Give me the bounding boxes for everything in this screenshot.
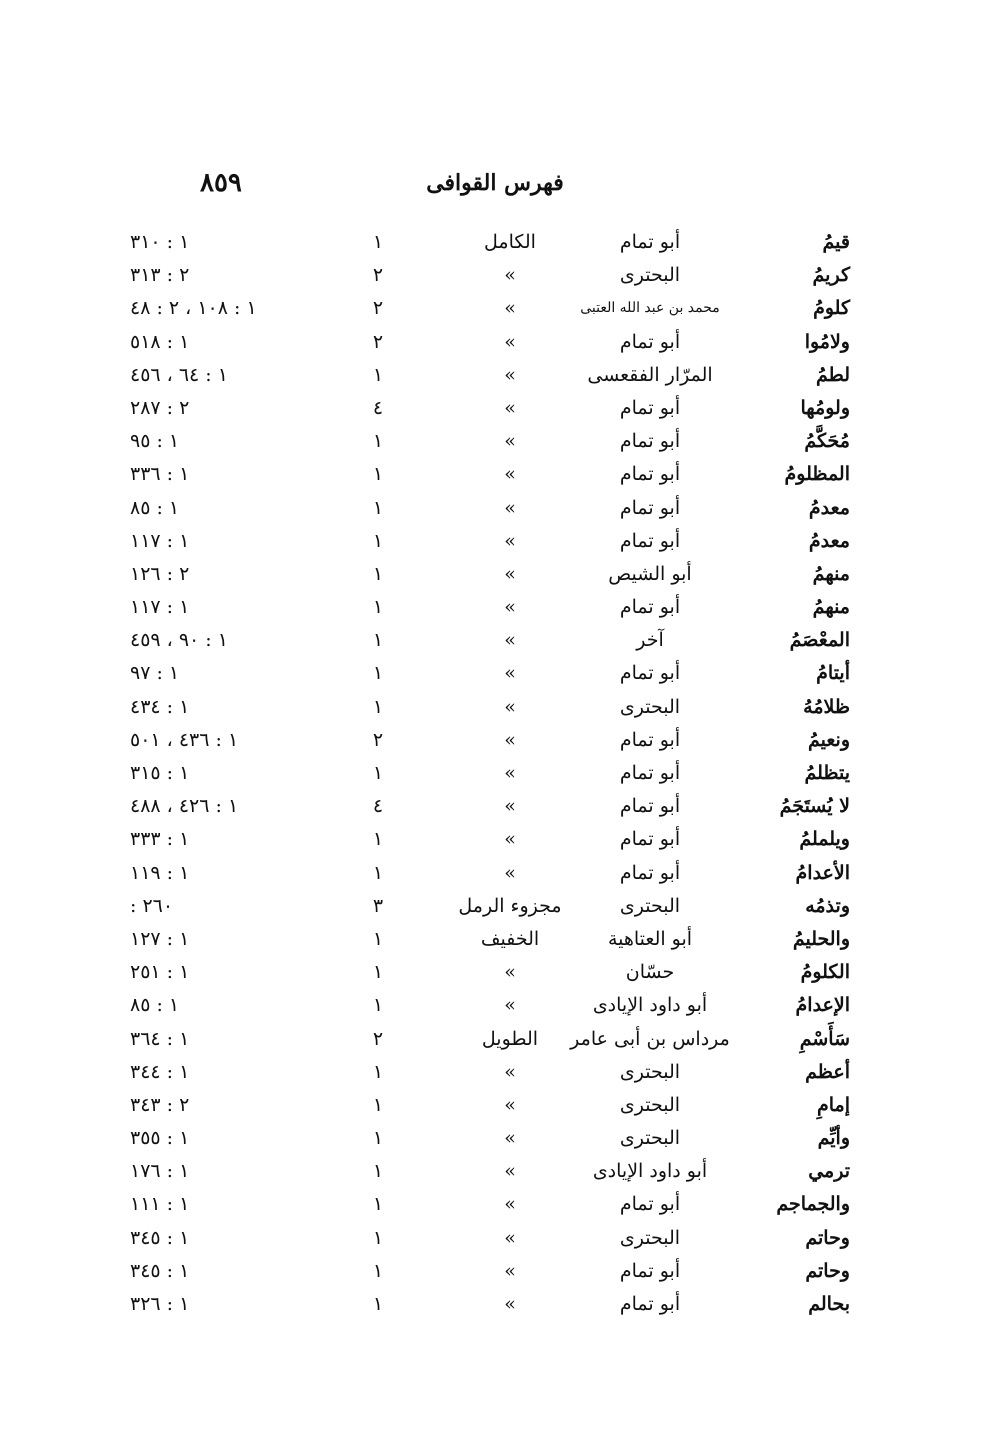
meter-cell: » bbox=[504, 1127, 516, 1150]
poet-cell: المرّار الفقعسى bbox=[587, 363, 713, 386]
table-row bbox=[0, 1255, 1005, 1288]
reference-cell: ١ : ١١٧ bbox=[130, 596, 190, 619]
verse-count-cell: ١ bbox=[372, 828, 384, 851]
reference-cell: : ٢٦٠ bbox=[130, 894, 174, 917]
reference-cell: ١ : ٣٢٦ bbox=[130, 1293, 190, 1315]
poet-cell: أبو تمام bbox=[619, 662, 681, 685]
verse-count-cell: ١ bbox=[372, 529, 384, 552]
poet-cell: محمد بن عبد الله العتبى bbox=[580, 300, 720, 317]
table-row bbox=[0, 691, 1005, 724]
verse-count-cell: ١ bbox=[372, 1226, 384, 1249]
table-row bbox=[0, 492, 1005, 525]
poet-cell: أبو تمام bbox=[619, 728, 681, 751]
verse-count-cell: ١ bbox=[372, 231, 384, 253]
poet-cell: أبو تمام bbox=[619, 828, 681, 851]
table-row bbox=[0, 790, 1005, 823]
table-row bbox=[0, 425, 1005, 458]
rhyme-cell: لا يُستَجَمُ bbox=[779, 795, 850, 818]
poet-cell: أبو تمام bbox=[619, 1293, 681, 1315]
poet-cell: أبو تمام bbox=[619, 496, 681, 519]
table-row bbox=[0, 326, 1005, 359]
poet-cell: البحترى bbox=[619, 894, 681, 917]
poet-cell: مرداس بن أبى عامر bbox=[570, 1027, 730, 1050]
rhyme-cell: الأعدامُ bbox=[795, 861, 850, 884]
rhyme-cell: والجماجم bbox=[776, 1193, 850, 1216]
table-row bbox=[0, 1288, 1005, 1321]
poet-cell: البحترى bbox=[619, 695, 681, 718]
rhyme-cell: أعظم bbox=[805, 1060, 850, 1083]
rhyme-cell: الإعدامُ bbox=[795, 994, 850, 1017]
reference-cell: ١ : ٣٤٤ bbox=[130, 1060, 190, 1083]
rhyme-cell: ولامُوا bbox=[804, 330, 850, 353]
verse-count-cell: ٣ bbox=[372, 894, 384, 917]
meter-cell: » bbox=[504, 1259, 516, 1282]
table-row bbox=[0, 1023, 1005, 1056]
rhyme-cell: المعْصَمُ bbox=[789, 629, 850, 652]
verse-count-cell: ١ bbox=[372, 562, 384, 585]
verse-count-cell: ١ bbox=[372, 1127, 384, 1150]
poet-cell: حسّان bbox=[625, 961, 675, 984]
meter-cell: » bbox=[504, 828, 516, 851]
verse-count-cell: ١ bbox=[372, 1259, 384, 1282]
rhyme-cell: يتظلمُ bbox=[804, 762, 850, 784]
table-row bbox=[0, 757, 1005, 790]
rhyme-cell: ونعيمُ bbox=[807, 728, 850, 751]
verse-count-cell: ٢ bbox=[372, 264, 384, 287]
rhyme-cell: قيمُ bbox=[822, 231, 850, 253]
reference-cell: ١ : ١١٧ bbox=[130, 529, 190, 552]
table-row bbox=[0, 857, 1005, 890]
table-row bbox=[0, 1188, 1005, 1221]
meter-cell: » bbox=[504, 430, 516, 453]
verse-count-cell: ١ bbox=[372, 695, 384, 718]
meter-cell: » bbox=[504, 529, 516, 552]
verse-count-cell: ٢ bbox=[372, 1027, 384, 1050]
meter-cell: » bbox=[504, 861, 516, 884]
reference-cell: ١ : ٣٣٣ bbox=[130, 828, 190, 851]
rhyme-cell: إمامِ bbox=[816, 1093, 850, 1116]
poet-cell: أبو تمام bbox=[619, 529, 681, 552]
reference-cell: ١ : ٤٣٦ ، ٥٠١ bbox=[130, 728, 239, 751]
rhyme-cell: سَأَسْمِ bbox=[799, 1027, 850, 1050]
reference-cell: ١ : ٣٣٦ bbox=[130, 463, 190, 486]
poet-cell: البحترى bbox=[619, 264, 681, 287]
rhyme-cell: كريمُ bbox=[812, 264, 850, 287]
meter-cell: » bbox=[504, 363, 516, 386]
verse-count-cell: ٤ bbox=[372, 795, 384, 818]
reference-cell: ١ : ١٢٧ bbox=[130, 927, 190, 950]
table-row bbox=[0, 591, 1005, 624]
poet-cell: أبو داود الإيادى bbox=[592, 994, 708, 1017]
verse-count-cell: ١ bbox=[372, 1193, 384, 1216]
meter-cell: » bbox=[504, 795, 516, 818]
verse-count-cell: ١ bbox=[372, 994, 384, 1017]
rhyme-cell: وحاتم bbox=[805, 1259, 850, 1282]
rhyme-cell: أيتامُ bbox=[816, 662, 850, 685]
table-row bbox=[0, 392, 1005, 425]
reference-cell: ١ : ٩٧ bbox=[130, 662, 180, 685]
reference-cell: ١ : ٨٥ bbox=[130, 496, 180, 519]
verse-count-cell: ١ bbox=[372, 762, 384, 784]
reference-cell: ١ : ٥١٨ bbox=[130, 330, 190, 353]
rhyme-cell: منهمُ bbox=[812, 596, 850, 619]
page-title: فهرس القوافى bbox=[426, 170, 564, 196]
table-row bbox=[0, 226, 1005, 259]
reference-cell: ١ : ٨٥ bbox=[130, 994, 180, 1017]
table-row bbox=[0, 259, 1005, 292]
table-row bbox=[0, 525, 1005, 558]
reference-cell: ١ : ١١٩ bbox=[130, 861, 190, 884]
reference-cell: ١ : ٤٣٤ bbox=[130, 695, 190, 718]
table-row bbox=[0, 823, 1005, 856]
verse-count-cell: ١ bbox=[372, 861, 384, 884]
meter-cell: » bbox=[504, 562, 516, 585]
verse-count-cell: ٢ bbox=[372, 297, 384, 320]
rhyme-cell: ظلامُهُ bbox=[803, 695, 850, 718]
meter-cell: الطويل bbox=[481, 1027, 539, 1050]
reference-cell: ١ : ٩٥ bbox=[130, 430, 180, 453]
poet-cell: أبو تمام bbox=[619, 1193, 681, 1216]
table-row bbox=[0, 624, 1005, 657]
meter-cell: » bbox=[504, 396, 516, 419]
verse-count-cell: ١ bbox=[372, 363, 384, 386]
meter-cell: » bbox=[504, 662, 516, 685]
poet-cell: أبو تمام bbox=[619, 396, 681, 419]
table-row bbox=[0, 1222, 1005, 1255]
meter-cell: » bbox=[504, 1293, 516, 1315]
table-row bbox=[0, 1122, 1005, 1155]
rhyme-cell: المظلومُ bbox=[784, 463, 850, 486]
table-row bbox=[0, 923, 1005, 956]
meter-cell: » bbox=[504, 1093, 516, 1116]
meter-cell: » bbox=[504, 695, 516, 718]
meter-cell: » bbox=[504, 994, 516, 1017]
rhyme-cell: كلومُ bbox=[813, 297, 850, 320]
meter-cell: » bbox=[504, 596, 516, 619]
reference-cell: ٢ : ١٢٦ bbox=[130, 562, 190, 585]
poet-cell: أبو تمام bbox=[619, 330, 681, 353]
reference-cell: ١ : ٦٤ ، ٤٥٦ bbox=[130, 363, 228, 386]
verse-count-cell: ١ bbox=[372, 662, 384, 685]
rhyme-cell: ترمي bbox=[808, 1160, 850, 1183]
meter-cell: » bbox=[504, 463, 516, 486]
meter-cell: » bbox=[504, 264, 516, 287]
reference-cell: ٢ : ٣٤٣ bbox=[130, 1093, 190, 1116]
reference-cell: ١ : ١١١ bbox=[130, 1193, 190, 1216]
poet-cell: البحترى bbox=[619, 1060, 681, 1083]
table-row bbox=[0, 890, 1005, 923]
rhyme-cell: وحاتم bbox=[805, 1226, 850, 1249]
reference-cell: ١ : ٣٦٤ bbox=[130, 1027, 190, 1050]
verse-count-cell: ١ bbox=[372, 463, 384, 486]
poet-cell: أبو تمام bbox=[619, 596, 681, 619]
verse-count-cell: ١ bbox=[372, 927, 384, 950]
table-row bbox=[0, 1089, 1005, 1122]
table-row bbox=[0, 558, 1005, 591]
table-row bbox=[0, 1155, 1005, 1188]
rhyme-cell: وتذمُه bbox=[805, 894, 850, 917]
reference-cell: ٢ : ٢٨٧ bbox=[130, 396, 190, 419]
reference-cell: ١ : ٢٥١ bbox=[130, 961, 190, 984]
table-row bbox=[0, 956, 1005, 989]
reference-cell: ١ : ٣٤٥ bbox=[130, 1259, 190, 1282]
meter-cell: » bbox=[504, 1226, 516, 1249]
poet-cell: أبو العتاهية bbox=[607, 927, 693, 950]
meter-cell: » bbox=[504, 728, 516, 751]
poet-cell: أبو تمام bbox=[619, 231, 681, 253]
rhyme-cell: ويلملمُ bbox=[799, 828, 850, 851]
meter-cell: » bbox=[504, 762, 516, 784]
rhyme-cell: منهمُ bbox=[812, 562, 850, 585]
verse-count-cell: ١ bbox=[372, 1160, 384, 1183]
poet-cell: أبو داود الإيادى bbox=[592, 1160, 708, 1183]
poet-cell: البحترى bbox=[619, 1226, 681, 1249]
reference-cell: ٢ : ٣١٣ bbox=[130, 264, 190, 287]
verse-count-cell: ١ bbox=[372, 496, 384, 519]
meter-cell: » bbox=[504, 1060, 516, 1083]
verse-count-cell: ٢ bbox=[372, 728, 384, 751]
poet-cell: أبو الشيص bbox=[608, 562, 692, 585]
meter-cell: » bbox=[504, 961, 516, 984]
meter-cell: » bbox=[504, 629, 516, 652]
meter-cell: » bbox=[504, 496, 516, 519]
poet-cell: أبو تمام bbox=[619, 795, 681, 818]
table-row bbox=[0, 989, 1005, 1022]
poet-cell: البحترى bbox=[619, 1093, 681, 1116]
table-row bbox=[0, 1056, 1005, 1089]
meter-cell: » bbox=[504, 1160, 516, 1183]
reference-cell: ١ : ٣١٥ bbox=[130, 762, 190, 784]
reference-cell: ١ : ١٠٨ ، ٢ : ٤٨ bbox=[130, 297, 257, 320]
rhyme-cell: والحليمُ bbox=[792, 927, 850, 950]
meter-cell: » bbox=[504, 1193, 516, 1216]
poet-cell: أبو تمام bbox=[619, 861, 681, 884]
reference-cell: ١ : ١٧٦ bbox=[130, 1160, 190, 1183]
meter-cell: الخفيف bbox=[480, 927, 540, 950]
poet-cell: أبو تمام bbox=[619, 1259, 681, 1282]
table-row bbox=[0, 458, 1005, 491]
verse-count-cell: ١ bbox=[372, 596, 384, 619]
rhyme-cell: الكلومُ bbox=[800, 961, 850, 984]
rhyme-cell: ولومُها bbox=[800, 396, 850, 419]
rhyme-cell: مُحَكَّمُ bbox=[804, 430, 850, 453]
rhyme-cell: وأيِّم bbox=[817, 1127, 850, 1150]
verse-count-cell: ١ bbox=[372, 629, 384, 652]
page-number: ٨٥٩ bbox=[200, 168, 242, 198]
reference-cell: ١ : ٣٥٥ bbox=[130, 1127, 190, 1150]
poet-cell: آخر bbox=[636, 629, 664, 652]
rhyme-cell: معدمُ bbox=[808, 529, 850, 552]
reference-cell: ١ : ٤٢٦ ، ٤٨٨ bbox=[130, 795, 239, 818]
table-row bbox=[0, 724, 1005, 757]
meter-cell: » bbox=[504, 297, 516, 320]
verse-count-cell: ١ bbox=[372, 961, 384, 984]
table-row bbox=[0, 657, 1005, 690]
meter-cell: مجزوء الرمل bbox=[458, 894, 562, 917]
table-row bbox=[0, 292, 1005, 325]
verse-count-cell: ١ bbox=[372, 430, 384, 453]
poet-cell: أبو تمام bbox=[619, 762, 681, 784]
rhyme-index-table bbox=[0, 226, 1005, 1321]
rhyme-cell: بحالم bbox=[808, 1293, 850, 1315]
table-row bbox=[0, 359, 1005, 392]
meter-cell: » bbox=[504, 330, 516, 353]
rhyme-cell: معدمُ bbox=[808, 496, 850, 519]
poet-cell: أبو تمام bbox=[619, 430, 681, 453]
poet-cell: أبو تمام bbox=[619, 463, 681, 486]
verse-count-cell: ٢ bbox=[372, 330, 384, 353]
rhyme-cell: لطمُ bbox=[815, 363, 850, 386]
reference-cell: ١ : ٣٤٥ bbox=[130, 1226, 190, 1249]
reference-cell: ١ : ٩٠ ، ٤٥٩ bbox=[130, 629, 228, 652]
meter-cell: الكامل bbox=[484, 231, 536, 253]
poet-cell: البحترى bbox=[619, 1127, 681, 1150]
reference-cell: ١ : ٣١٠ bbox=[130, 231, 190, 253]
verse-count-cell: ١ bbox=[372, 1093, 384, 1116]
verse-count-cell: ٤ bbox=[372, 396, 384, 419]
verse-count-cell: ١ bbox=[372, 1060, 384, 1083]
verse-count-cell: ١ bbox=[372, 1293, 384, 1315]
